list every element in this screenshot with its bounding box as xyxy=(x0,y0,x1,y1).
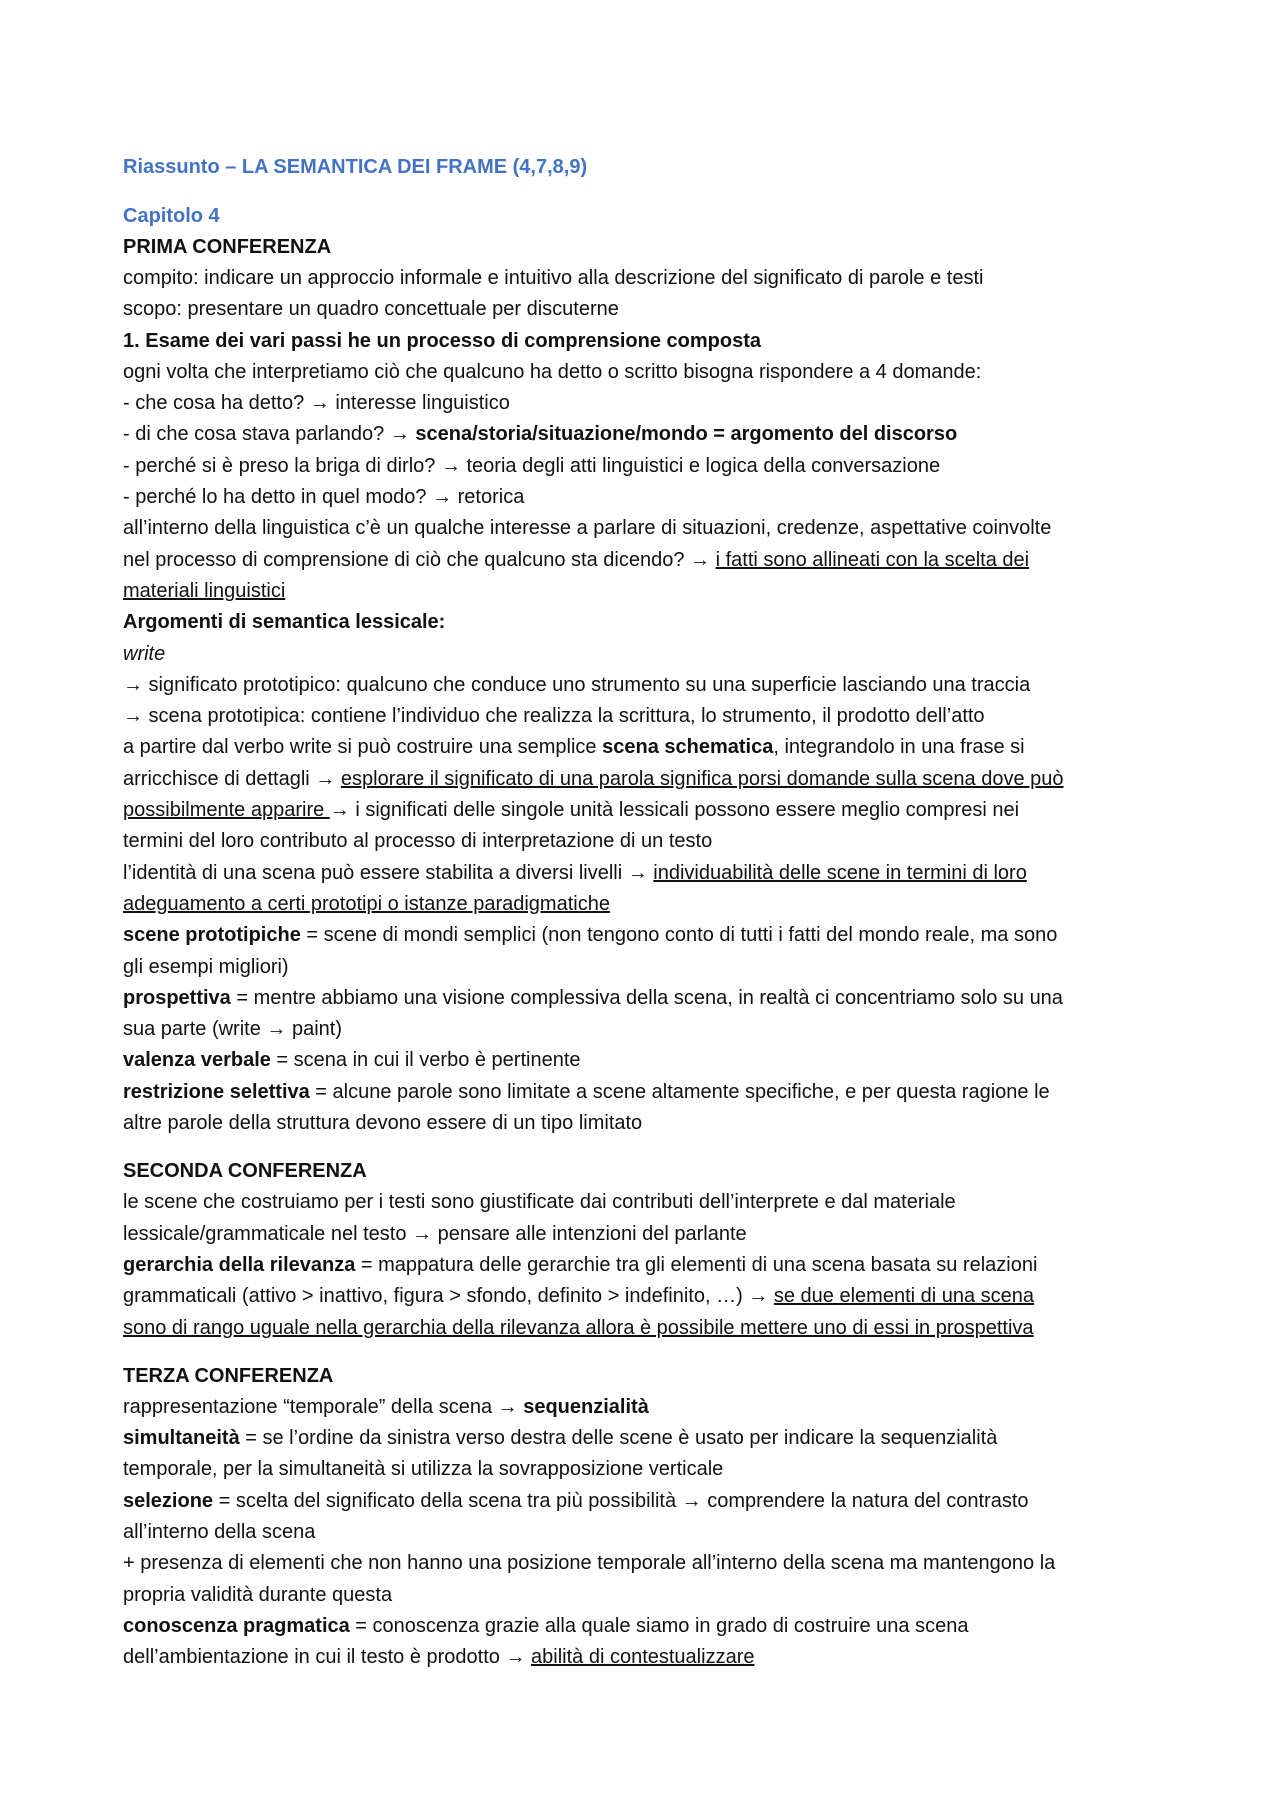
text-run: = mappatura delle gerarchie tra gli elementi di una scena basata su relazioni xyxy=(355,1253,1038,1276)
bold-term: 1. Esame dei vari passi he un processo di comprensione composta xyxy=(123,329,761,352)
text-run: grammaticali (attivo > inattivo, figura > sfondo, definito > indefinito, …) → xyxy=(123,1285,774,1308)
text-run: write xyxy=(123,642,166,665)
text-line xyxy=(123,1486,1170,1517)
bold-term: selezione xyxy=(123,1489,214,1512)
text-run: termini del loro contributo al processo di interpretazione di un testo xyxy=(123,830,713,853)
bold-term: restrizione selettiva xyxy=(123,1080,310,1103)
text-run: dell’ambientazione in cui il testo è prodotto → xyxy=(123,1646,532,1669)
text-run: nel processo di comprensione di ciò che qualcuno sta dicendo? → xyxy=(123,548,716,571)
text-line xyxy=(123,1108,1170,1139)
underlined-text: esplorare il significato di una parola significa porsi domande sulla scena dove può xyxy=(340,767,1064,790)
text-line xyxy=(123,1392,1170,1423)
section-heading: TERZA CONFERENZA xyxy=(123,1364,334,1387)
text-run: = scelta del significato della scena tra più possibilità → comprendere la natura del contrasto xyxy=(213,1489,1029,1512)
bold-term: simultaneità xyxy=(123,1427,240,1450)
text-run: scopo: presentare un quadro concettuale per discuterne xyxy=(123,298,619,321)
text-line xyxy=(123,1611,1170,1642)
text-run: = conoscenza grazie alla quale siamo in grado di costruire una scena xyxy=(349,1614,969,1637)
text-line xyxy=(123,983,1170,1014)
text-line xyxy=(123,1219,1170,1250)
text-line xyxy=(123,482,1170,513)
text-run: - che cosa ha detto? → interesse linguistico xyxy=(123,392,510,415)
text-line xyxy=(123,513,1170,544)
bold-term: sequenzialità xyxy=(523,1395,649,1418)
text-run: = se l’ordine da sinistra verso destra delle scene è usato per indicare la sequenzialità xyxy=(239,1427,998,1450)
underlined-text: sono di rango uguale nella gerarchia della rilevanza allora è possibile mettere uno di essi in prospettiva xyxy=(123,1316,1034,1339)
text-run: propria validità durante questa xyxy=(123,1583,393,1606)
bold-term: prospettiva xyxy=(123,986,231,1009)
underlined-text: possibilmente apparire xyxy=(123,799,330,822)
text-line xyxy=(123,1077,1170,1108)
text-run: altre parole della struttura devono essere di un tipo limitato xyxy=(123,1112,643,1135)
text-line xyxy=(123,1517,1170,1548)
text-run: rappresentazione “temporale” della scena → xyxy=(123,1395,524,1418)
text-line xyxy=(123,1045,1170,1076)
text-line xyxy=(123,732,1170,763)
text-run: temporale, per la simultaneità si utilizza la sovrapposizione verticale xyxy=(123,1458,724,1481)
underlined-text: abilità di contestualizzare xyxy=(531,1646,755,1669)
underlined-text: se due elementi di una scena xyxy=(773,1285,1035,1308)
text-line xyxy=(123,1580,1170,1611)
underlined-text: individuabilità delle scene in termini di loro xyxy=(653,861,1027,884)
underlined-text: adeguamento a certi prototipi o istanze paradigmatiche xyxy=(123,892,610,915)
text-line xyxy=(123,388,1170,419)
bold-term: valenza verbale xyxy=(123,1049,271,1072)
text-run: compito: indicare un approccio informale e intuitivo alla descrizione del significato di parole e testi xyxy=(123,267,984,289)
text-line xyxy=(123,1313,1170,1344)
text-run: sua parte (write → paint) xyxy=(123,1018,342,1041)
bold-term: conoscenza pragmatica xyxy=(123,1614,350,1637)
text-run: , integrandolo in una frase si xyxy=(773,736,1025,759)
text-line xyxy=(123,607,1170,638)
text-run: = mentre abbiamo una visione complessiva della scena, in realtà ci concentriamo solo su una xyxy=(230,986,1063,1009)
text-run: - di che cosa stava parlando? → xyxy=(123,423,416,446)
text-run: - perché lo ha detto in quel modo? → retorica xyxy=(123,486,525,509)
text-run: - perché si è preso la briga di dirlo? → teoria degli atti linguistici e logica della conversazione xyxy=(123,454,941,477)
text-line xyxy=(123,670,1170,701)
text-line xyxy=(123,1423,1170,1454)
text-line xyxy=(123,952,1170,983)
text-line xyxy=(123,576,1170,607)
text-run: + presenza di elementi che non hanno una posizione temporale all’interno della scena ma mantengono la xyxy=(123,1552,1056,1575)
text-line xyxy=(123,326,1170,357)
section-heading: SECONDA CONFERENZA xyxy=(123,1160,367,1183)
text-line xyxy=(123,858,1170,889)
text-line xyxy=(123,920,1170,951)
text-run: a partire dal verbo write si può costruire una semplice xyxy=(123,736,603,759)
text-line xyxy=(123,795,1170,826)
underlined-text: materiali linguistici xyxy=(123,579,286,602)
text-run: = alcune parole sono limitate a scene altamente specifiche, e per questa ragione le xyxy=(309,1080,1050,1103)
text-line xyxy=(123,826,1170,857)
text-run: → scena prototipica: contiene l’individuo che realizza la scrittura, lo strumento, il prodotto dell’atto xyxy=(123,705,985,728)
text-line xyxy=(123,1454,1170,1485)
text-line xyxy=(123,1548,1170,1579)
text-run: lessicale/grammaticale nel testo → pensare alle intenzioni del parlante xyxy=(123,1222,747,1245)
text-line xyxy=(123,1642,1170,1673)
text-run: l’identità di una scena può essere stabilita a diversi livelli → xyxy=(123,861,654,884)
text-line xyxy=(123,545,1170,576)
text-run: = scene di mondi semplici (non tengono conto di tutti i fatti del mondo reale, ma sono xyxy=(300,924,1058,947)
bold-term: scene prototipiche xyxy=(123,924,301,947)
text-run: all’interno della linguistica c’è un qualche interesse a parlare di situazioni, credenze, aspettative coinvolte xyxy=(123,517,1052,540)
text-line xyxy=(123,451,1170,482)
text-line xyxy=(123,1281,1170,1312)
bold-term: Argomenti di semantica lessicale: xyxy=(123,611,446,634)
text-line xyxy=(123,1014,1170,1045)
document-body xyxy=(123,232,1170,1673)
text-run: → significato prototipico: qualcuno che conduce uno strumento su una superficie lasciando una traccia xyxy=(123,673,1031,696)
text-line xyxy=(123,1250,1170,1281)
text-line xyxy=(123,889,1170,920)
text-line xyxy=(123,701,1170,732)
text-line xyxy=(123,639,1170,670)
section-heading: PRIMA CONFERENZA xyxy=(123,236,332,258)
text-run: → i significati delle singole unità lessicali possono essere meglio compresi nei xyxy=(329,799,1020,822)
document-title: Riassunto – LA SEMANTICA DEI FRAME (4,7,8,9) xyxy=(123,156,588,178)
text-run: all’interno della scena xyxy=(123,1520,316,1543)
text-run: ogni volta che interpretiamo ciò che qualcuno ha detto o scritto bisogna rispondere a 4 domande: xyxy=(123,360,982,383)
text-line xyxy=(123,764,1170,795)
underlined-text: i fatti sono allineati con la scelta dei xyxy=(715,548,1030,571)
text-line xyxy=(123,419,1170,450)
text-line xyxy=(123,357,1170,388)
bold-term: gerarchia della rilevanza xyxy=(123,1253,356,1276)
text-line xyxy=(123,294,1170,325)
text-line xyxy=(123,263,1170,294)
chapter-heading: Capitolo 4 xyxy=(123,205,220,227)
text-run: gli esempi migliori) xyxy=(123,955,289,978)
text-line xyxy=(123,1187,1170,1218)
text-run: = scena in cui il verbo è pertinente xyxy=(270,1049,581,1072)
bold-term: scena schematica xyxy=(602,736,774,759)
bold-term: scena/storia/situazione/mondo = argomento del discorso xyxy=(415,423,958,446)
text-run: arricchisce di dettagli → xyxy=(123,767,341,790)
text-run: le scene che costruiamo per i testi sono giustificate dai contributi dell’interprete e dal materiale xyxy=(123,1191,956,1214)
